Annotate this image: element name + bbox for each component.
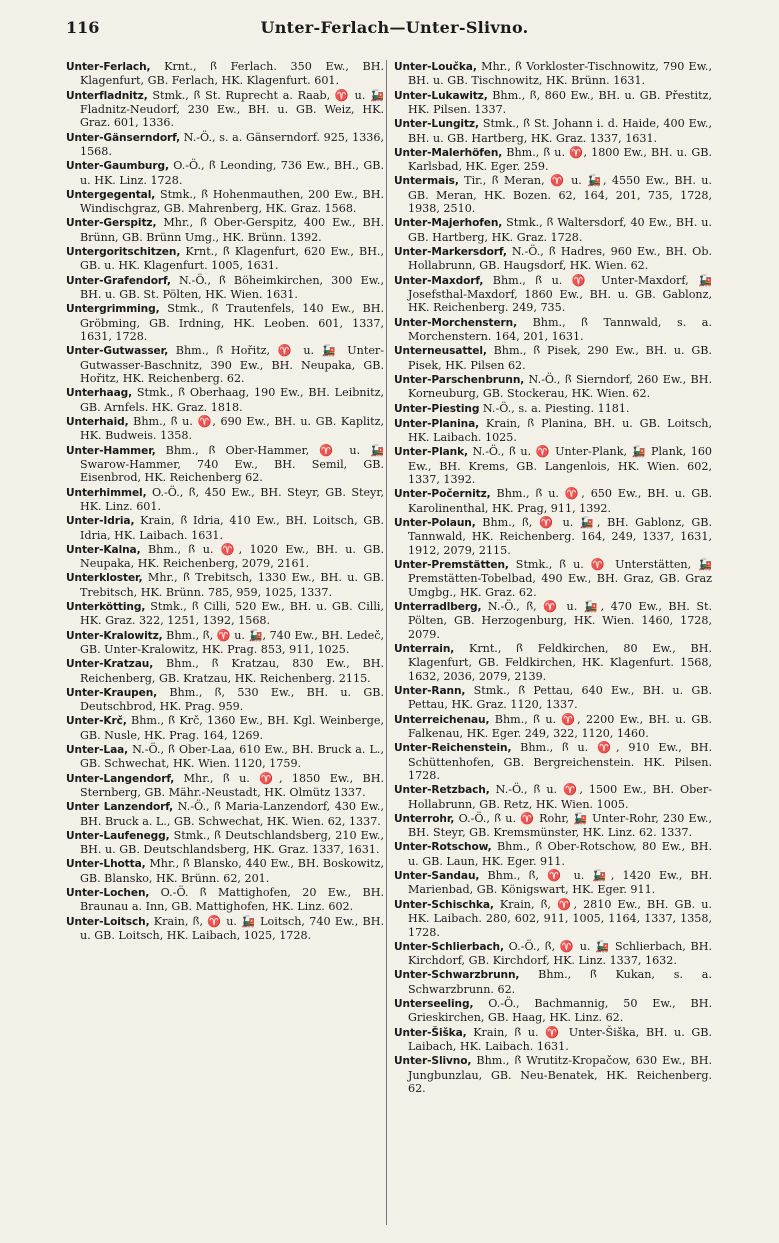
- entry-text: Bhm., ꟗ u. ♈, 1020 Ew., BH. u. GB. Neupaka, HK. Reichenberg, 2079, 2161.: [80, 542, 384, 571]
- entry-text: Bhm., ꟗ, ♈ u. 🚂, 1420 Ew., BH. Marienbad, GB. Königswart, HK. Eger. 911.: [408, 869, 712, 897]
- entry-name: Unter-Parschenbrunn,: [394, 373, 525, 386]
- entry-name: Unter-Morchenstern,: [394, 316, 518, 329]
- entry-name: Unterneusattel,: [394, 345, 487, 358]
- entry-name: Unterfladnitz,: [66, 89, 148, 102]
- entry: [66, 686, 384, 714]
- entry-text: Stmk., ꟗ St. Ruprecht a. Raab, ♈ u. 🚂 Fladnitz-Neudorf, 230 Ew., BH. u. GB. Weiz, HK. Graz. 601, 1336.: [80, 88, 384, 130]
- entry-text: Krain, ꟗ, ♈, 2810 Ew., BH. GB. u. HK. Laibach. 280, 602, 911, 1005, 1164, 1337, 1358, 1728.: [408, 897, 712, 939]
- entry-name: Unter-Kratzau,: [66, 658, 154, 671]
- entry-name: Untergegental,: [66, 188, 156, 201]
- entry-name: Unter-Lhotta,: [66, 858, 146, 871]
- entry-text: Stmk., ꟗ Deutschlandsberg, 210 Ew., BH. u. GB. Deutschlandsberg, HK. Graz. 1337, 1631.: [80, 828, 384, 857]
- entry-text: O.-Ö., ꟗ u. ♈ Rohr, 🚂 Unter-Rohr, 230 Ew., BH. Steyr, GB. Kremsmünster, HK. Linz. 62. 1337.: [408, 811, 712, 840]
- entry-name: Unter-Rotschow,: [394, 841, 492, 854]
- entry: [66, 188, 384, 216]
- entry-name: Unter Lanzendorf,: [66, 801, 174, 814]
- entry-text: Krnt., ꟗ Ferlach. 350 Ew., BH. Klagenfurt, GB. Ferlach, HK. Klagenfurt. 601.: [80, 60, 384, 88]
- entry-text: O.-Ö. ꟗ Mattighofen, 20 Ew., BH. Braunau a. Inn, GB. Mattighofen, HK. Linz. 602.: [80, 886, 384, 914]
- entry: [394, 487, 712, 515]
- entry-name: Unter-Plank,: [394, 446, 468, 459]
- entry-text: Stmk., ꟗ Trautenfels, 140 Ew., BH. Gröbming, GB. Irdning, HK. Leoben. 601, 1337, 1631, 1728.: [80, 302, 384, 344]
- entry-text: O.-Ö., ꟗ, 450 Ew., BH. Steyr, GB. Steyr, HK. Linz. 601.: [80, 485, 384, 513]
- entry-text: Mhr., ꟗ u. ♈, 1850 Ew., BH. Sternberg, GB. Mähr.-Neustadt, HK. Olmütz 1337.: [80, 771, 384, 800]
- entry-name: Unter-Piesting: [394, 402, 480, 415]
- entry-text: Bhm., ꟗ, 860 Ew., BH. u. GB. Přestitz, HK. Pilsen. 1337.: [408, 88, 712, 117]
- entry-name: Unter-Reichenstein,: [394, 742, 512, 755]
- entry-text: Stmk., ꟗ Pettau, 640 Ew., BH. u. GB. Pettau, HK. Graz. 1120, 1337.: [408, 684, 712, 712]
- entry-name: Unter-Gerspitz,: [66, 217, 157, 230]
- entry-name: Unter-Rann,: [394, 685, 466, 698]
- entry: [66, 800, 384, 828]
- entry-text: Mhr., ꟗ Blansko, 440 Ew., BH. Boskowitz, GB. Blansko, HK. Brünn. 62, 201.: [80, 857, 384, 885]
- entry: [66, 444, 384, 485]
- entry: [66, 386, 384, 414]
- entry-name: Unter-Schischka,: [394, 898, 494, 911]
- entry: [66, 743, 384, 771]
- entry-text: Krnt., ꟗ Klagenfurt, 620 Ew., BH., GB. u. HK. Klagenfurt. 1005, 1631.: [80, 245, 384, 273]
- entry-text: Mhr., ꟗ Vorkloster-Tischnowitz, 790 Ew., BH. u. GB. Tischnowitz, HK. Brünn. 1631.: [408, 60, 712, 88]
- entry-text: Bhm., ꟗ, ♈ u. 🚂, 740 Ew., BH. Ledeč, GB. Unter-Kralowitz, HK. Prag. 853, 911, 1025.: [80, 628, 384, 656]
- entry-name: Unter-Gaumburg,: [66, 160, 169, 173]
- entry-name: Unter-Slivno,: [394, 1055, 472, 1068]
- entry: [394, 898, 712, 939]
- entry: [394, 684, 712, 712]
- entry-name: Unter-Gänserndorf,: [66, 131, 180, 144]
- entry: [66, 302, 384, 343]
- entry-name: Unter-Schlierbach,: [394, 940, 504, 953]
- entry: [66, 159, 384, 187]
- entry: [66, 886, 384, 914]
- entry-text: Bhm., ꟗ Ober-Rotschow, 80 Ew., BH. u. GB. Laun, HK. Eger. 911.: [408, 840, 712, 868]
- entry-name: Unter-Sandau,: [394, 870, 480, 883]
- entry-name: Unter-Schwarzbrunn,: [394, 969, 520, 982]
- entry-name: Unterkötting,: [66, 600, 146, 613]
- entry: [66, 772, 384, 800]
- entry-name: Unter-Grafendorf,: [66, 274, 171, 287]
- entry-name: Unterhimmel,: [66, 486, 147, 499]
- entry-text: Bhm., ꟗ u. ♈ Unter-Maxdorf, 🚂 Josefsthal-Maxdorf, 1860 Ew., BH. u. GB. Gablonz, HK. Reichenberg. 249, 735.: [408, 273, 712, 315]
- entry-text: Tir., ꟗ Meran, ♈ u. 🚂, 4550 Ew., BH. u. GB. Meran, HK. Bozen. 62, 164, 201, 735, 1728, 1938, 2510.: [408, 174, 712, 216]
- entry-text: Bhm., ꟗ u. ♈, 2200 Ew., BH. u. GB. Falkenau, HK. Eger. 249, 322, 1120, 1460.: [408, 712, 712, 741]
- entry-name: Unter-Retzbach,: [394, 784, 490, 797]
- entry: [66, 486, 384, 514]
- entry-name: Unter-Kalna,: [66, 543, 141, 556]
- entry-text: Bhm., ꟗ Tannwald, s. a. Morchenstern. 164, 201, 1631.: [408, 315, 712, 344]
- entry-text: Krain, ꟗ Planina, BH. u. GB. Loitsch, HK. Laibach. 1025.: [408, 416, 712, 445]
- entry: [394, 316, 712, 344]
- entry: [394, 783, 712, 811]
- entry-text: Stmk., ꟗ Cilli, 520 Ew., BH. u. GB. Cilli, HK. Graz. 322, 1251, 1392, 1568.: [80, 599, 384, 628]
- entry: [66, 89, 384, 130]
- entry: [66, 857, 384, 885]
- entry-name: Unter-Hammer,: [66, 444, 156, 457]
- entry: [66, 714, 384, 742]
- entry-text: N.-Ö., ꟗ u. ♈ Unter-Plank, 🚂 Plank, 160 Ew., BH. Krems, GB. Langenlois, HK. Wien. 602, 1337, 1392.: [408, 445, 712, 487]
- entry-name: Unter-Gutwasser,: [66, 345, 169, 358]
- entry: [66, 571, 384, 599]
- entry-name: Unter-Šiška,: [394, 1026, 467, 1039]
- entry-text: N.-Ö., ꟗ Maria-Lanzendorf, 430 Ew., BH. Bruck a. L., GB. Schwechat, HK. Wien. 62, 1337.: [80, 800, 384, 828]
- entry: [394, 117, 712, 145]
- left-column: [66, 60, 384, 1230]
- entry-name: Unter-Krč,: [66, 715, 127, 728]
- entry-text: Bhm., ꟗ Pisek, 290 Ew., BH. u. GB. Pisek, HK. Pilsen 62.: [408, 344, 712, 372]
- entry-text: Bhm., ꟗ u. ♈, 1800 Ew., BH. u. GB. Karlsbad, HK. Eger. 259.: [408, 145, 712, 174]
- entry: [66, 216, 384, 244]
- entry: [394, 600, 712, 641]
- entry-text: N.-Ö., s. a. Piesting. 1181.: [479, 401, 630, 415]
- entry-text: Stmk., ꟗ Hohenmauthen, 200 Ew., BH. Windischgraz, GB. Mahrenberg, HK. Graz. 1568.: [80, 187, 384, 216]
- entry: [66, 829, 384, 857]
- entry-text: Bhm., ꟗ Kratzau, 830 Ew., BH. Reichenberg, GB. Kratzau, HK. Reichenberg. 2115.: [80, 657, 384, 685]
- running-title: Unter-Ferlach—Unter-Slivno.: [260, 18, 529, 37]
- entry-name: Unter-Loitsch,: [66, 915, 150, 928]
- entry-text: Stmk., ꟗ St. Johann i. d. Haide, 400 Ew., BH. u. GB. Hartberg, HK. Graz. 1337, 1631.: [408, 117, 712, 145]
- entry-name: Unter-Lochen,: [66, 887, 150, 900]
- entry-text: Bhm., ꟗ Ober-Hammer, ♈ u. 🚂 Swarow-Hammer, 740 Ew., BH. Semil, GB. Eisenbrod, HK. Reichenberg 62.: [80, 443, 384, 485]
- entry-name: Unter-Majerhofen,: [394, 217, 503, 230]
- entry-name: Unter-Malerhöfen,: [394, 146, 503, 159]
- entry-name: Unterseeling,: [394, 997, 474, 1010]
- entry-name: Unter-Polaun,: [394, 516, 476, 529]
- right-column: [394, 60, 712, 1230]
- entry: [394, 445, 712, 486]
- entry-name: Unter-Počernitz,: [394, 488, 491, 501]
- entry-text: O.-Ö., Bachmannig, 50 Ew., BH. Grieskirchen, GB. Haag, HK. Linz. 62.: [408, 996, 712, 1025]
- entry-text: Krain, ꟗ, ♈ u. 🚂 Loitsch, 740 Ew., BH. u. GB. Loitsch, HK. Laibach, 1025, 1728.: [80, 914, 384, 943]
- entry: [394, 869, 712, 897]
- entry-name: Unter-Laa,: [66, 744, 129, 757]
- entry: [394, 642, 712, 683]
- entry: [394, 997, 712, 1025]
- entry: [66, 274, 384, 302]
- entry-text: Krain, ꟗ Idria, 410 Ew., BH. Loitsch, GB. Idria, HK. Laibach. 1631.: [80, 514, 384, 542]
- entry-name: Untermais,: [394, 175, 459, 188]
- entry: [66, 657, 384, 685]
- entry-text: N.-Ö., ꟗ Böheimkirchen, 300 Ew., BH. u. GB. St. Pölten, HK. Wien. 1631.: [80, 273, 384, 302]
- entry: [394, 216, 712, 244]
- entry: [394, 60, 712, 88]
- entry-text: Krnt., ꟗ Feldkirchen, 80 Ew., BH. Klagenfurt, GB. Feldkirchen, HK. Klagenfurt. 1568, 1632, 2036, 2079, 2139.: [408, 642, 712, 683]
- entry: [66, 344, 384, 385]
- entry-text: Bhm., ꟗ, 530 Ew., BH. u. GB. Deutschbrod, HK. Prag. 959.: [80, 685, 384, 714]
- entry-text: N.-Ö., ꟗ u. ♈, 1500 Ew., BH. Ober-Hollabrunn, GB. Retz, HK. Wien. 1005.: [408, 783, 712, 811]
- page-number: 116: [66, 18, 100, 37]
- entry-name: Unter-Laufenegg,: [66, 829, 170, 842]
- entry-text: O.-Ö., ꟗ, ♈ u. 🚂 Schlierbach, BH. Kirchdorf, GB. Kirchdorf, HK. Linz. 1337, 1632.: [408, 939, 712, 968]
- entry: [66, 415, 384, 443]
- entry-name: Unterrohr,: [394, 812, 455, 825]
- entry-text: Stmk., ꟗ u. ♈ Unterstätten, 🚂 Premstätten-Tobelbad, 490 Ew., BH. Graz, GB. Graz Umgbg., HK. Graz. 62.: [408, 557, 712, 599]
- entry-text: N.-Ö., ꟗ Sierndorf, 260 Ew., BH. Korneuburg, GB. Stockerau, HK. Wien. 62.: [408, 372, 712, 401]
- entry-name: Unterrain,: [394, 643, 455, 655]
- entry: [394, 174, 712, 215]
- entry-text: Bhm., ꟗ, ♈ u. 🚂, BH. Gablonz, GB. Tannwald, HK. Reichenberg. 164, 249, 1337, 1631, 1912, 2079, 2115.: [408, 515, 712, 557]
- entry: [394, 344, 712, 372]
- entry: [394, 840, 712, 868]
- entry: [394, 713, 712, 741]
- entry-name: Unterhaag,: [66, 387, 133, 400]
- entry-name: Unterradlberg,: [394, 600, 482, 613]
- entry-name: Unterkloster,: [66, 572, 143, 585]
- entry-name: Unter-Langendorf,: [66, 772, 175, 785]
- entry: [66, 514, 384, 542]
- entry-text: Bhm., ꟗ Kukan, s. a. Schwarzbrunn. 62.: [408, 968, 712, 996]
- entry: [394, 812, 712, 840]
- entry-name: Unter-Lungitz,: [394, 118, 479, 131]
- entry-name: Unter-Planina,: [394, 417, 480, 430]
- entry-name: Unter-Premstätten,: [394, 558, 509, 571]
- entry-name: Untergoritschitzen,: [66, 246, 181, 259]
- entry: [394, 1026, 712, 1054]
- entry: [394, 741, 712, 782]
- entry-name: Untergrimming,: [66, 303, 160, 316]
- entry-text: Bhm., ꟗ u. ♈, 650 Ew., BH. u. GB. Karolinenthal, HK. Prag, 911, 1392.: [408, 487, 712, 515]
- entry-name: Unter-Kralowitz,: [66, 629, 163, 642]
- entry: [66, 245, 384, 273]
- entry: [66, 629, 384, 657]
- entry-text: Bhm., ꟗ Hořitz, ♈ u. 🚂 Unter-Gutwasser-Baschnitz, 390 Ew., BH. Neupaka, GB. Hořitz, HK. Reichenberg. 62.: [80, 344, 384, 386]
- entry-text: Krain, ꟗ u. ♈ Unter-Šiška, BH. u. GB. Laibach, HK. Laibach. 1631.: [408, 1025, 712, 1053]
- entry-name: Unter-Kraupen,: [66, 686, 158, 699]
- entry: [394, 89, 712, 117]
- entry-text: Stmk., ꟗ Waltersdorf, 40 Ew., BH. u. GB. Hartberg, HK. Graz. 1728.: [408, 216, 712, 244]
- entry: [394, 245, 712, 273]
- entry-name: Unter-Loučka,: [394, 61, 477, 73]
- entry-text: Stmk., ꟗ Oberhaag, 190 Ew., BH. Leibnitz, GB. Arnfels. HK. Graz. 1818.: [80, 386, 384, 414]
- column-divider: [386, 60, 387, 1225]
- entry: [394, 968, 712, 996]
- entry: [66, 543, 384, 571]
- entry-name: Unter-Markersdorf,: [394, 246, 507, 259]
- entry-text: Bhm., ꟗ Krč, 1360 Ew., BH. Kgl. Weinberge, GB. Nusle, HK. Prag. 164, 1269.: [80, 714, 384, 742]
- entry-text: N.-Ö., ꟗ Ober-Laa, 610 Ew., BH. Bruck a. L., GB. Schwechat, HK. Wien. 1120, 1759.: [80, 743, 384, 771]
- entry-name: Unter-Lukawitz,: [394, 89, 488, 102]
- entry: [394, 146, 712, 174]
- page-header: [66, 16, 723, 44]
- entry: [394, 558, 712, 599]
- entry-name: Unterhaid,: [66, 415, 129, 428]
- entry-text: N.-Ö., s. a. Gänserndorf. 925, 1336, 1568.: [80, 130, 384, 159]
- entry-name: Unterreichenau,: [394, 713, 490, 726]
- entry-text: Bhm., ꟗ u. ♈, 690 Ew., BH. u. GB. Kaplitz, HK. Budweis. 1358.: [80, 414, 384, 443]
- entry: [66, 600, 384, 628]
- entry: [394, 1054, 712, 1095]
- entry-text: N.-Ö., ꟗ, ♈ u. 🚂, 470 Ew., BH. St. Pölten, GB. Herzogenburg, HK. Wien. 1460, 1728, 2079.: [408, 599, 712, 641]
- entry: [66, 60, 384, 88]
- entry-text: Bhm., ꟗ u. ♈, 910 Ew., BH. Schüttenhofen, GB. Bergreichenstein. HK. Pilsen. 1728.: [408, 741, 712, 783]
- entry: [66, 131, 384, 159]
- entry-name: Unter-Idria,: [66, 515, 135, 528]
- entry: [394, 417, 712, 445]
- entry-text: Mhr., ꟗ Trebitsch, 1330 Ew., BH. u. GB. Trebitsch, HK. Brünn. 785, 959, 1025, 1337.: [80, 571, 384, 599]
- entry-text: N.-Ö., ꟗ Hadres, 960 Ew., BH. Ob. Hollabrunn, GB. Haugsdorf, HK. Wien. 62.: [408, 245, 712, 273]
- entry-name: Unter-Maxdorf,: [394, 274, 484, 287]
- entry: [394, 516, 712, 557]
- entry-text: Bhm., ꟗ Wrutitz-Kropačow, 630 Ew., BH. Jungbunzlau, GB. Neu-Benatek, HK. Reichenberg. 62.: [408, 1054, 712, 1095]
- entry: [394, 274, 712, 315]
- entry-text: Mhr., ꟗ Ober-Gerspitz, 400 Ew., BH. Brünn, GB. Brünn Umg., HK. Brünn. 1392.: [80, 216, 384, 244]
- entry: [66, 915, 384, 943]
- entry: [394, 373, 712, 401]
- entry: [394, 402, 712, 416]
- entry-text: O.-Ö., ꟗ Leonding, 736 Ew., BH., GB. u. HK. Linz. 1728.: [80, 159, 384, 187]
- entry-name: Unter-Ferlach,: [66, 61, 151, 73]
- entry: [394, 940, 712, 968]
